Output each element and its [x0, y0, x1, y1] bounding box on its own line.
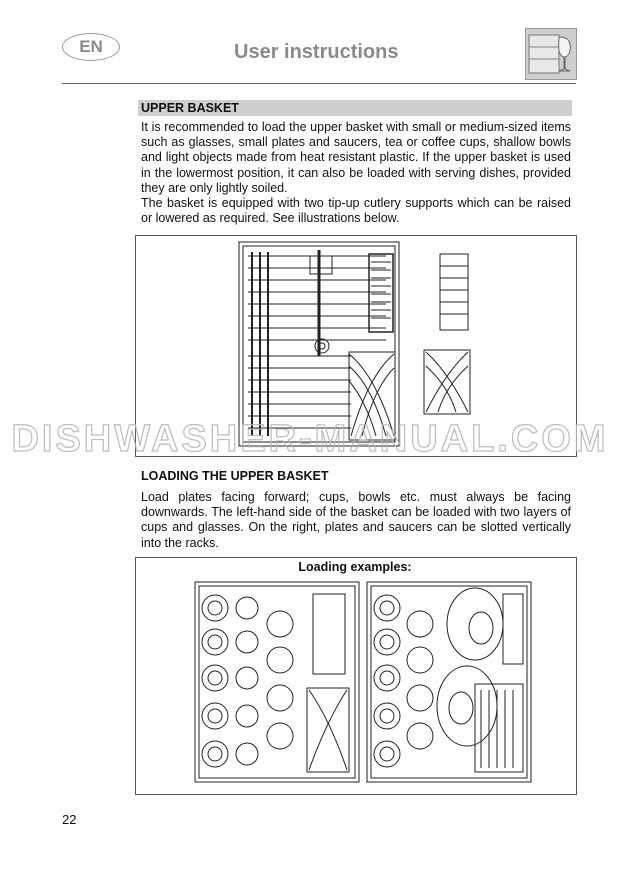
loading-examples-title: Loading examples:	[298, 560, 412, 574]
loading-paragraph: Load plates facing forward; cups, bowls etc. must always be facing downwards. The left-hand side of the basket can be loaded with two layers of cups and glasses. On the right, plates and saucers can be slotted vertically into the racks.	[141, 490, 571, 550]
page-title: User instructions	[234, 41, 399, 63]
dishwasher-glass-icon	[525, 28, 577, 80]
right-example-plates	[374, 588, 523, 772]
upper-basket-text	[141, 120, 571, 226]
loading-heading: LOADING THE UPPER BASKET	[141, 469, 329, 483]
upper-basket-paragraph-2: The basket is equipped with two tip-up cutlery supports which can be raised or lowered as required. See illustrations below.	[141, 196, 571, 226]
left-example-cups	[202, 594, 349, 772]
cutlery-support-lines	[371, 262, 391, 318]
page-number: 22	[62, 812, 77, 827]
watermark: DISHWASHER-MANUAL.COM	[11, 418, 609, 460]
language-badge	[62, 33, 120, 61]
upper-basket-paragraph-1: It is recommended to load the upper basket with small or medium-sized items such as glasses, small plates and saucers, tea or coffee cups, shallow bowls and light objects made from heat resistant plastic. If the upper basket is used in the lowermost position, it can also be loaded with serving dishes, provided they are only lightly soiled.	[141, 120, 571, 195]
loading-examples-diagram	[135, 580, 575, 790]
header-divider	[62, 83, 576, 84]
upper-basket-heading: UPPER BASKET	[141, 101, 239, 115]
language-code: EN	[79, 37, 103, 56]
